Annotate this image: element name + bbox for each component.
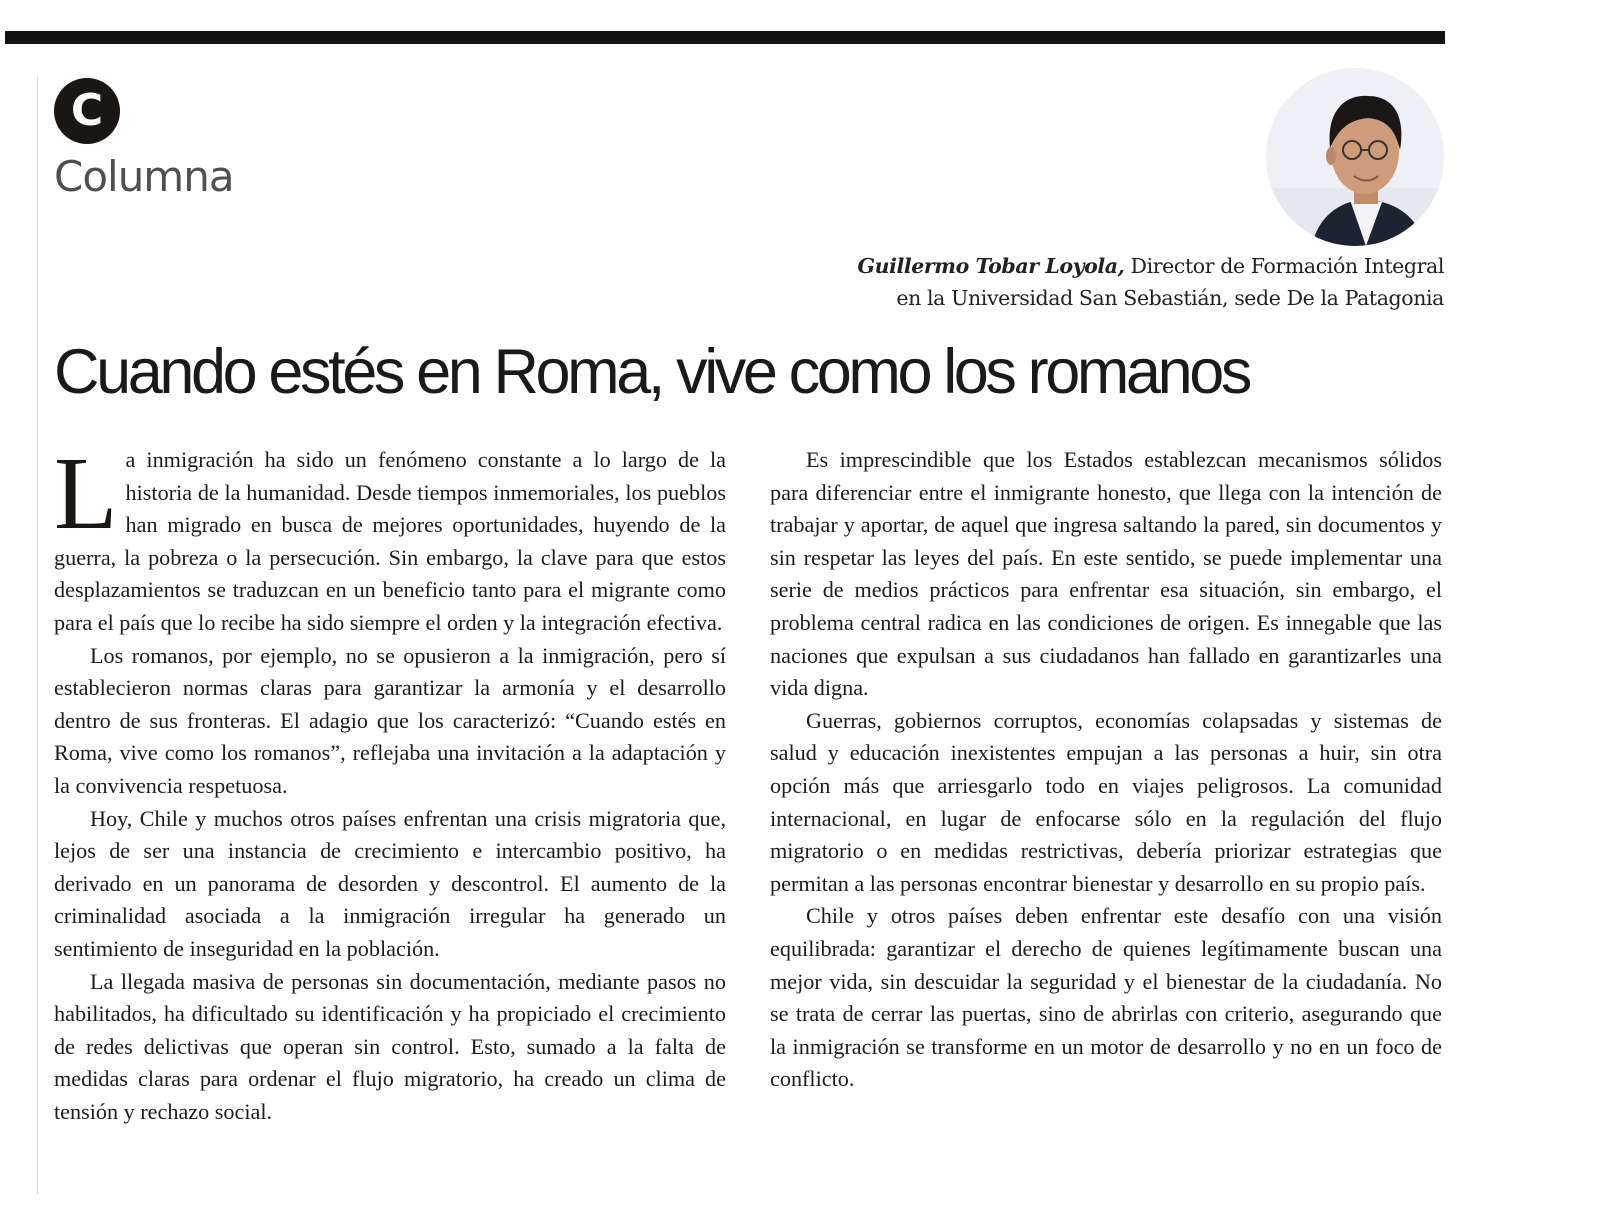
paragraph-3: Hoy, Chile y muchos otros países enfrentan una crisis migratoria que, lejos de ser una instancia de crecimiento e intercambio positivo, ha derivado en un panorama de desorden y descontrol. El aumento de la criminalidad asociada a la inmigración irregular ha generado un sentimiento de inseguridad en la población. [54,805,726,961]
portrait-photo-icon [1266,68,1444,246]
author-name: Guillermo Tobar Loyola, [857,254,1125,278]
author-affiliation: en la Universidad San Sebastián, sede De la Patagonia [896,286,1444,310]
paragraph-7: Chile y otros países deben enfrentar este desafío con una visión equilibrada: garantizar el derecho de quienes legítimamente buscan una mejor vida, sin descuidar la seguridad y el bienestar de la ciudadanía. No se trata de cerrar las puertas, sino de abrirlas con criterio, asegurando que la inmigración se transforme en un motor de desarrollo y no en un foco de conflicto. [770,903,1442,1092]
paragraph-5: Es imprescindible que los Estados establezcan mecanismos sólidos para diferenciar entre el inmigrante honesto, que llega con la intención de trabajar y aportar, de aquel que ingresa saltando la pared, sin documentos y sin respetar las leyes del país. En este sentido, se puede implementar una serie de medios prácticos para enfrentar esa situación, sin embargo, el problema central radica en las condiciones de origen. Es innegable que las naciones que expulsan a sus ciudadanos han fallado en garantizarles una vida digna. [770,447,1442,701]
section-badge: C [54,78,120,144]
column-left [54,436,726,1128]
paragraph-1-text: a inmigración ha sido un fenómeno constante a lo largo de la historia de la humanidad. Desde tiempos inmemoriales, los pueblos han migrado en busca de mejores oportunidades, huyendo de la guerra, la pobreza o la persecución. Sin embargo, la clave para que estos desplazamientos se traduzcan en un beneficio tanto para el migrante como para el país que lo recibe ha sido siempre el orden y la integración efectiva. [54,447,726,635]
paragraph-6: Guerras, gobiernos corruptos, economías colapsadas y sistemas de salud y educación inexistentes empujan a las personas a huir, sin otra opción más que arriesgarlo todo en viajes peligrosos. La comunidad internacional, en lugar de enfocarse sólo en la regulación del flujo migratorio o en medidas restrictivas, debería priorizar estrategias que permitan a las personas encontrar bienestar y desarrollo en su propio país. [770,707,1442,896]
author-byline [857,250,1444,314]
byline-line-1 [857,250,1444,282]
paragraph-1 [54,436,726,640]
paragraph-2: Los romanos, por ejemplo, no se opusieron a la inmigración, pero sí establecieron normas claras para garantizar la armonía y el desarrollo dentro de sus fronteras. El adagio que los caracterizó: “Cuando estés en Roma, vive como los romanos”, reflejaba una invitación a la adaptación y la convivencia respetuosa. [54,642,726,798]
section-name: Columna [54,152,234,201]
column-right [770,444,1442,1096]
headline: Cuando estés en Roma, vive como los romanos [54,337,1249,407]
author-photo [1266,68,1444,246]
top-rule [5,31,1445,44]
drop-cap: L [54,436,118,551]
left-margin-rule [37,76,38,1194]
paragraph-4: La llegada masiva de personas sin documentación, mediante pasos no habilitados, ha dificultado su identificación y ha propiciado el crecimiento de redes delictivas que operan sin control. Esto, sumado a la falta de medidas claras para ordenar el flujo migratorio, ha creado un clima de tensión y rechazo social. [54,968,726,1124]
author-role: Director de Formación Integral [1124,254,1444,278]
